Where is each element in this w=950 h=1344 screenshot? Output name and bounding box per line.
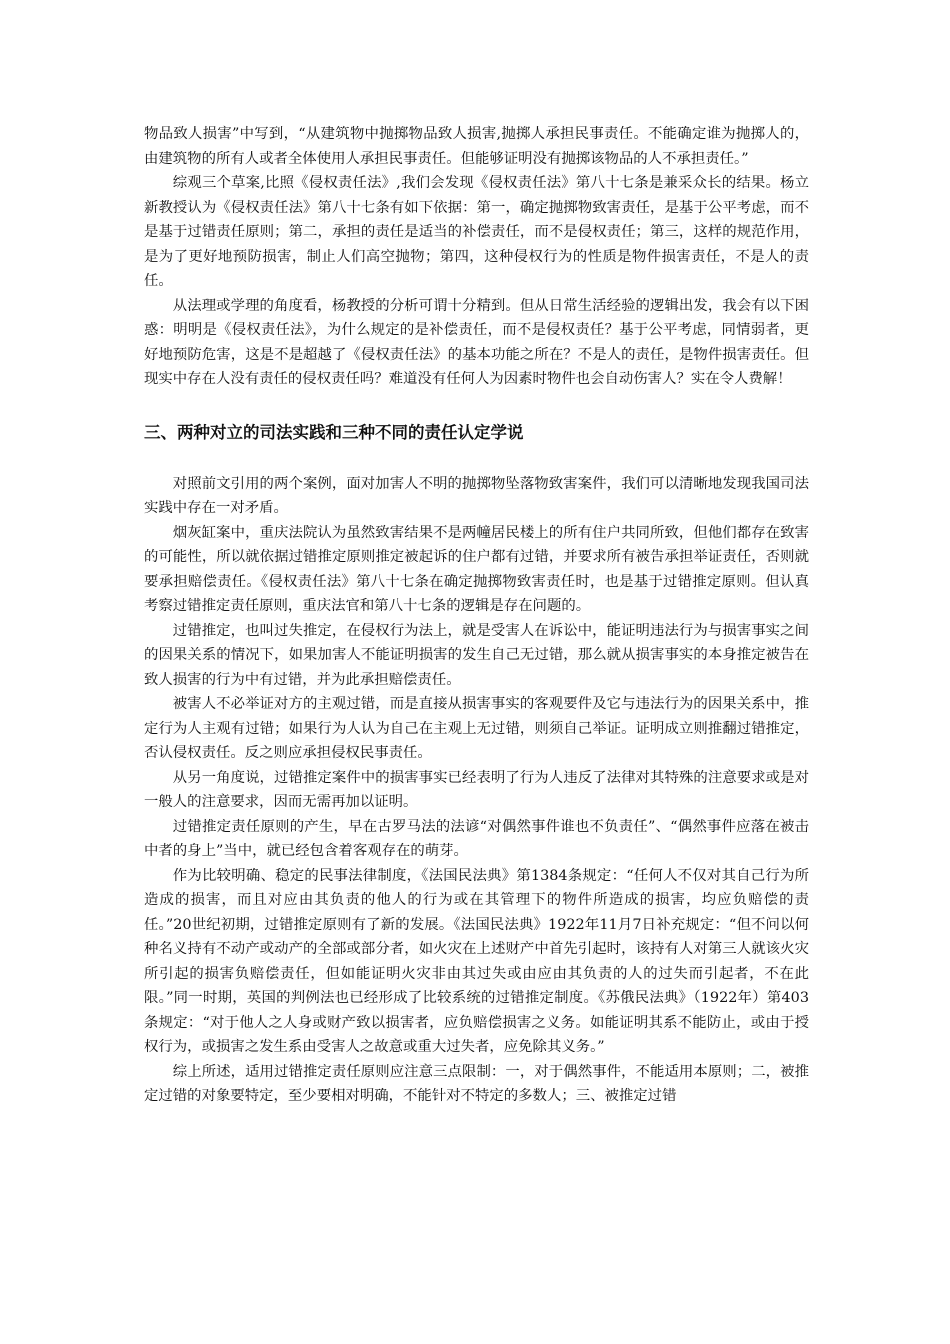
paragraph-11: 综上所述，适用过错推定责任原则应注意三点限制：一，对于偶然事件，不能适用本原则；二，被推定过错的对象要特定，至少要相对明确，不能针对不特定的多数人；三、被推定过错 [144, 1063, 809, 1104]
paragraph-1: 物品致人损害”中写到，“从建筑物中抛掷物品致人损害,抛掷人承担民事责任。不能确定谁为抛掷人的，由建筑物的所有人或者全体使用人承担民事责任。但能够证明没有抛掷该物品的人不承担责任。” [144, 126, 809, 167]
paragraph-6: 过错推定，也叫过失推定，在侵权行为法上，就是受害人在诉讼中，能证明违法行为与损害事实之间的因果关系的情况下，如果加害人不能证明损害的发生自己无过错，那么就从损害事实的本身推定被告在致人损害的行为中有过错，并为此承担赔偿责任。 [144, 622, 809, 688]
paragraph-3: 从法理或学理的角度看，杨教授的分析可谓十分精到。但从日常生活经验的逻辑出发，我会有以下困惑：明明是《侵权责任法》，为什么规定的是补偿责任，而不是侵权责任？基于公平考虑，同情弱者，更好地预防危害，这是不是超越了《侵权责任法》的基本功能之所在？不是人的责任，是物件损害责任。但现实中存在人没有责任的侵权责任吗？难道没有任何人为因素时物件也会自动伤害人？实在令人费解！ [144, 297, 809, 387]
paragraph-4: 对照前文引用的两个案例，面对加害人不明的抛掷物坠落物致害案件，我们可以清晰地发现我国司法实践中存在一对矛盾。 [144, 475, 809, 516]
paragraph-10: 作为比较明确、稳定的民事法律制度，《法国民法典》第1384条规定：“任何人不仅对其自己行为所造成的损害，而且对应由其负责的他人的行为或在其管理下的物件所造成的损害，均应负赔偿的责任。”20世纪初期，过错推定原则有了新的发展。《法国民法典》1922年11月7日补充规定：“但不问以何种名义持有不动产或动产的全部或部分者，如火灾在上述财产中首先引起时，该持有人对第三人就该火灾所引起的损害负赔偿责任，但如能证明火灾非由其过失或由应由其负责的人的过失而引起者，不在此限。”同一时期，英国的判例法也已经形成了比较系统的过错推定制度。《苏俄民法典》（1922年）第403条规定：“对于他人之人身或财产致以损害者，应负赔偿损害之义务。如能证明其系不能防止，或由于授权行为，或损害之发生系由受害人之故意或重大过失者，应免除其义务。” [144, 867, 809, 1055]
document-page [144, 122, 809, 1109]
paragraph-9: 过错推定责任原则的产生，早在古罗马法的法谚“对偶然事件谁也不负责任”、“偶然事件应落在被击中者的身上”当中，就已经包含着客观存在的萌芽。 [144, 818, 809, 859]
section-heading: 三、两种对立的司法实践和三种不同的责任认定学说 [144, 422, 524, 442]
paragraph-7: 被害人不必举证对方的主观过错，而是直接从损害事实的客观要件及它与违法行为的因果关系中，推定行为人主观有过错；如果行为人认为自己在主观上无过错，则须自己举证。证明成立则推翻过错推定，否认侵权责任。反之则应承担侵权民事责任。 [144, 696, 809, 761]
paragraph-2: 综观三个草案,比照《侵权责任法》,我们会发现《侵权责任法》第八十七条是兼采众长的结果。杨立新教授认为《侵权责任法》第八十七条有如下依据：第一，确定抛掷物致害责任，是基于公平考虑，而不是基于过错责任原则；第二，承担的责任是适当的补偿责任，而不是侵权责任；第三，这样的规范作用，是为了更好地预防损害，制止人们高空抛物；第四，这种侵权行为的性质是物件损害责任，不是人的责任。 [144, 175, 809, 289]
paragraph-5: 烟灰缸案中，重庆法院认为虽然致害结果不是两幢居民楼上的所有住户共同所致，但他们都存在致害的可能性，所以就依据过错推定原则推定被起诉的住户都有过错，并要求所有被告承担举证责任，否则就要承担赔偿责任。《侵权责任法》第八十七条在确定抛掷物致害责任时，也是基于过错推定原则。但认真考察过错推定责任原则，重庆法官和第八十七条的逻辑是存在问题的。 [144, 524, 809, 614]
paragraph-8: 从另一角度说，过错推定案件中的损害事实已经表明了行为人违反了法律对其特殊的注意要求或是对一般人的注意要求，因而无需再加以证明。 [144, 769, 809, 810]
